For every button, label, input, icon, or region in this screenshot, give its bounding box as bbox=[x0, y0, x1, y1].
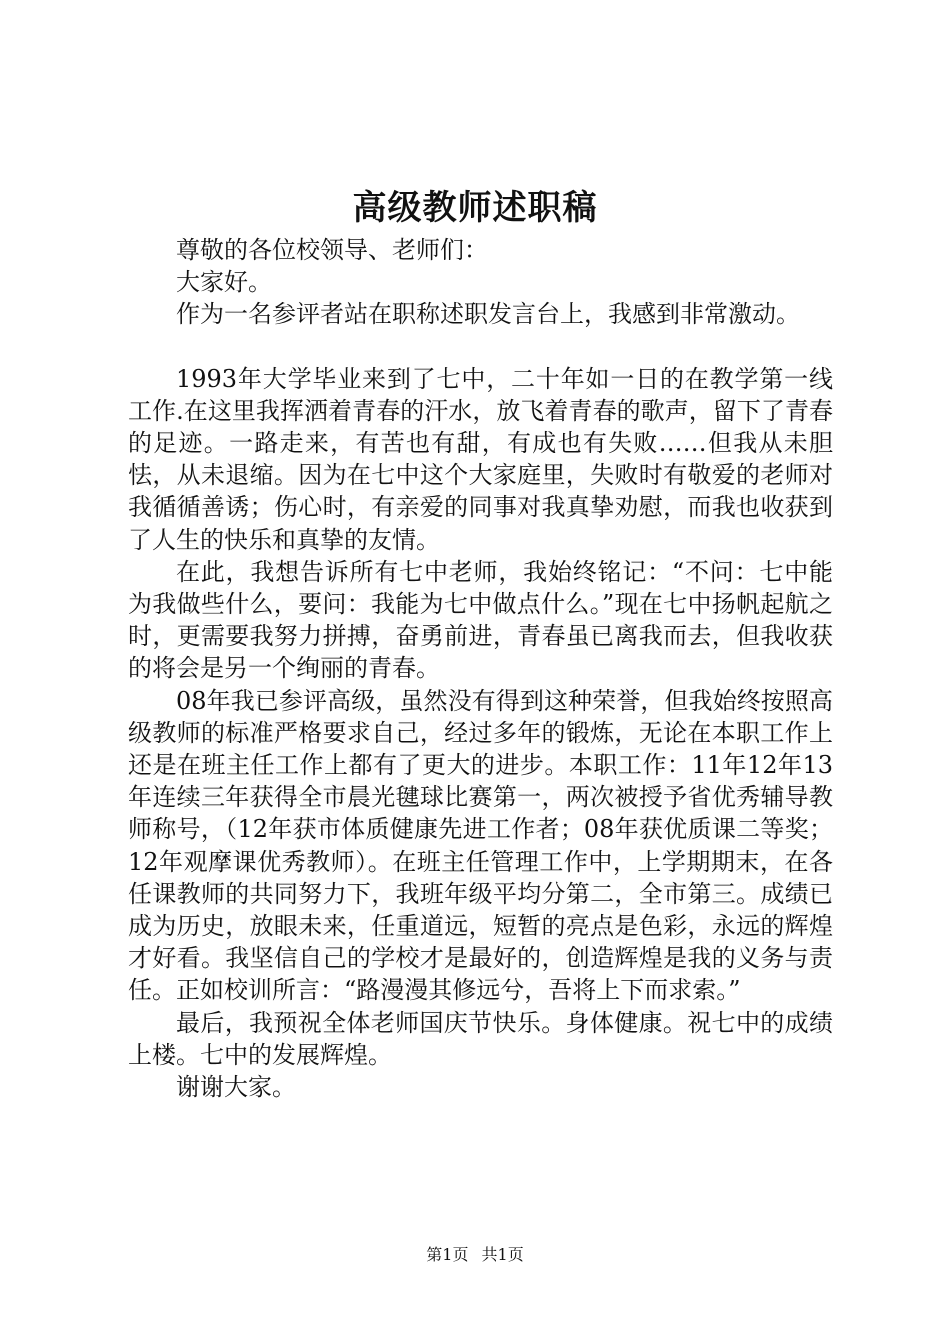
paragraph-intro: 作为一名参评者站在职称述职发言台上，我感到非常激动。 bbox=[176, 300, 800, 329]
page-footer bbox=[0, 1243, 950, 1267]
paragraph-wishes: 最后，我预祝全体老师国庆节快乐。身体健康。祝七中的成绩上楼。七中的发展辉煌。 bbox=[128, 1008, 833, 1069]
document-body bbox=[128, 234, 833, 1103]
paragraph-thanks: 谢谢大家。 bbox=[176, 1073, 296, 1102]
document-title: 高级教师述职稿 bbox=[352, 188, 598, 228]
paragraph-career: 1993年大学毕业来到了七中，二十年如一日的在教学第一线工作.在这里我挥洒着青春的汗水，放飞着青春的歌声，留下了青春的足迹。一路走来，有苦也有甜，有成也有失败……但我从未胆怯，从未退缩。因为在七中这个大家庭里，失败时有敬爱的老师对我循循善诱；伤心时，有亲爱的同事对我真挚劝慰，而我也收获到了人生的快乐和真挚的友情。 bbox=[128, 364, 833, 554]
paragraph-salutation: 尊敬的各位校领导、老师们： bbox=[176, 236, 488, 264]
paragraph-greeting: 大家好。 bbox=[176, 268, 272, 297]
paragraph-achievements: 08年我已参评高级，虽然没有得到这种荣誉，但我始终按照高级教师的标准严格要求自己，经过多年的锻炼，无论在本职工作上还是在班主任工作上都有了更大的进步。本职工作：11年12年13年连续三年获得全市晨光毽球比赛第一，两次被授予省优秀辅导教师称号，（12年获市体质健康先进工作者；08年获优质课二等奖；12年观摩课优秀教师）。在班主任管理工作中，上学期期末，在各任课教师的共同努力下，我班年级平均分第二，全市第三。成绩已成为历史，放眼未来，任重道远，短暂的亮点是色彩，永远的辉煌才好看。我坚信自己的学校才是最好的，创造辉煌是我的义务与责任。正如校训所言：“路漫漫其修远兮，吾将上下而求索。” bbox=[128, 686, 833, 1005]
paragraph-motto: 在此，我想告诉所有七中老师，我始终铭记：“不问：七中能为我做些什么，要问：我能为七中做点什么。”现在七中扬帆起航之时，更需要我努力拼搏，奋勇前进，青春虽已离我而去，但我收获的将会是另一个绚丽的青春。 bbox=[128, 557, 833, 683]
page-total: 共1页 bbox=[481, 1245, 524, 1264]
page-number: 第1页 bbox=[426, 1245, 469, 1264]
